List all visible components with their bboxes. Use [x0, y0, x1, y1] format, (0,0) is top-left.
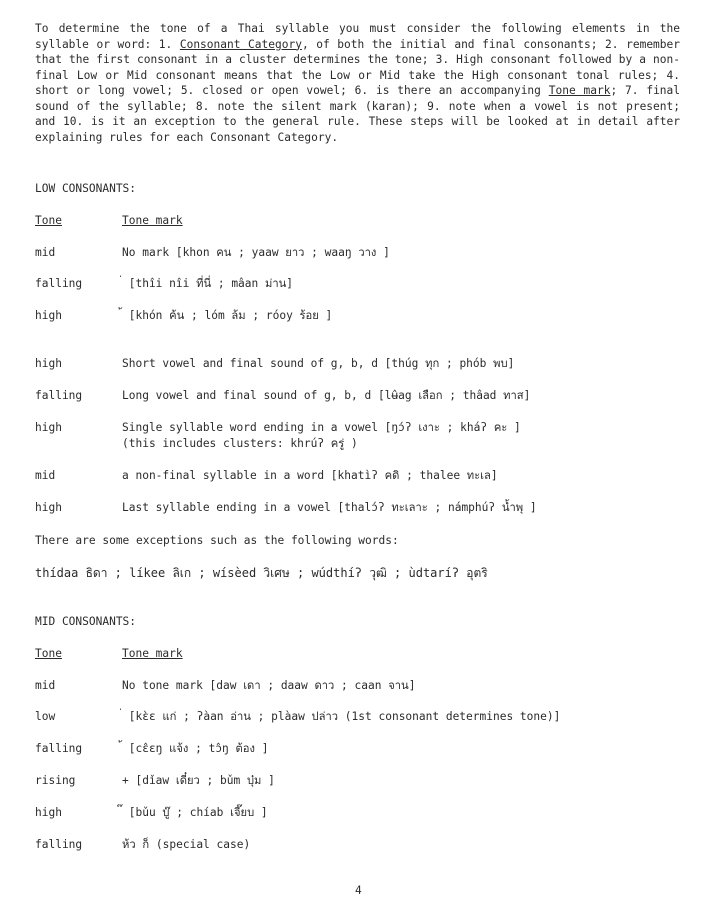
consonant-category-term: Consonant Category [179, 37, 302, 51]
rule-description: ห้ว ก็ (special case) [122, 838, 251, 851]
tone-label: falling [35, 389, 83, 402]
tone-label: falling [35, 742, 83, 755]
rule-description: Long vowel and final sound of g, b, d [lʉ̂ag เลือก ; thâad ทาส] [122, 389, 531, 402]
rule-description: ่ [thîi nîi ที่นี่ ; mâan ม่าน] [122, 277, 294, 290]
tone-label: falling [35, 838, 83, 851]
rule-description: ่ [kɛ̀ɛ แก่ ; ʔàan อ่าน ; plàaw ปล่าว (1st consonant determines tone)] [122, 710, 561, 723]
rule-description: ้ [khón ค้น ; lóm ล้ม ; róoy ร้อย ] [122, 309, 333, 322]
low-consonants-heading: LOW CONSONANTS: [35, 182, 137, 195]
rule-description: No mark [khon คน ; yaaw ยาว ; waaŋ วาง ] [122, 246, 390, 259]
rule-description: No tone mark [daw เดา ; daaw ดาว ; caan จาน] [122, 679, 416, 692]
tone-label: high [35, 806, 62, 819]
rule-description: a non-final syllable in a word [khatìʔ คดิ ; thalee ทะเล] [122, 469, 498, 482]
tone-label: mid [35, 469, 56, 482]
tone-label: high [35, 421, 62, 434]
rule-description: + [dǐaw เดี๋ยว ; bǔm บุ๋ม ] [122, 774, 275, 787]
rule-description: Short vowel and final sound of g, b, d [thúg ทุก ; phób พบ] [122, 357, 515, 370]
tone-label: low [35, 710, 56, 723]
tone-label: mid [35, 679, 56, 692]
intro-text-2: , of both the initial and final consonants; 2. remember that the first consonant in a cluster determines the tone; 3. High consonant followed by a non-final Low or Mid consonant means that the Low or Mid take the High consonant tonal rules; 4. short or long vowel; 5. closed or open vowel; 6. is there an accompanying [35, 37, 680, 97]
tone-label: high [35, 357, 62, 370]
intro-paragraph [35, 21, 680, 145]
intro-text-1: To determine the tone of a Thai syllable you must consider the following elements in the syllable or word: 1. [35, 22, 680, 51]
exceptions-label: There are some exceptions such as the following words: [35, 534, 399, 547]
tone-label: mid [35, 246, 56, 259]
rule-description: Single syllable word ending in a vowel [ŋɔ́ʔ เงาะ ; kháʔ คะ ] [122, 421, 521, 434]
mid-consonants-heading: MID CONSONANTS: [35, 615, 137, 628]
low-col-tone-mark: Tone mark [122, 214, 183, 227]
tone-label: rising [35, 774, 76, 787]
rule-description: ๊ [bǔu บู๊ ; chíab เจี๊ยบ ] [122, 806, 268, 819]
exceptions-words: thídaa ธิดา ; líkee ลิเก ; wísèed วิเศษ ; wúdthíʔ วุฒิ ; ùdtaríʔ อุตริ [35, 566, 488, 580]
tone-label: falling [35, 277, 83, 290]
mid-col-tone: Tone [35, 647, 62, 660]
intro-text-3: ; 7. final sound of the syllable; 8. note the silent mark (karan); 9. note when a vowel is not present; and 10. is it an exception to the general rule. These steps will be looked at in detail after explaining rules for each Consonant Category. [35, 84, 681, 144]
rule-description: ้ [cɛ̂ɛŋ แจ้ง ; tɔ̂ŋ ต้อง ] [122, 742, 269, 755]
mid-col-tone-mark: Tone mark [122, 647, 183, 660]
tone-mark-term: Tone mark [548, 84, 611, 97]
rule-description: Last syllable ending in a vowel [thalɔ́ʔ ทะเลาะ ; námphúʔ น้ำพุ ] [122, 501, 537, 514]
low-col-tone: Tone [35, 214, 62, 227]
tone-label: high [35, 309, 62, 322]
tone-label: high [35, 501, 62, 514]
page-number: 4 [355, 884, 362, 897]
rule-description: (this includes clusters: khrúʔ ครู่ ) [122, 437, 358, 450]
